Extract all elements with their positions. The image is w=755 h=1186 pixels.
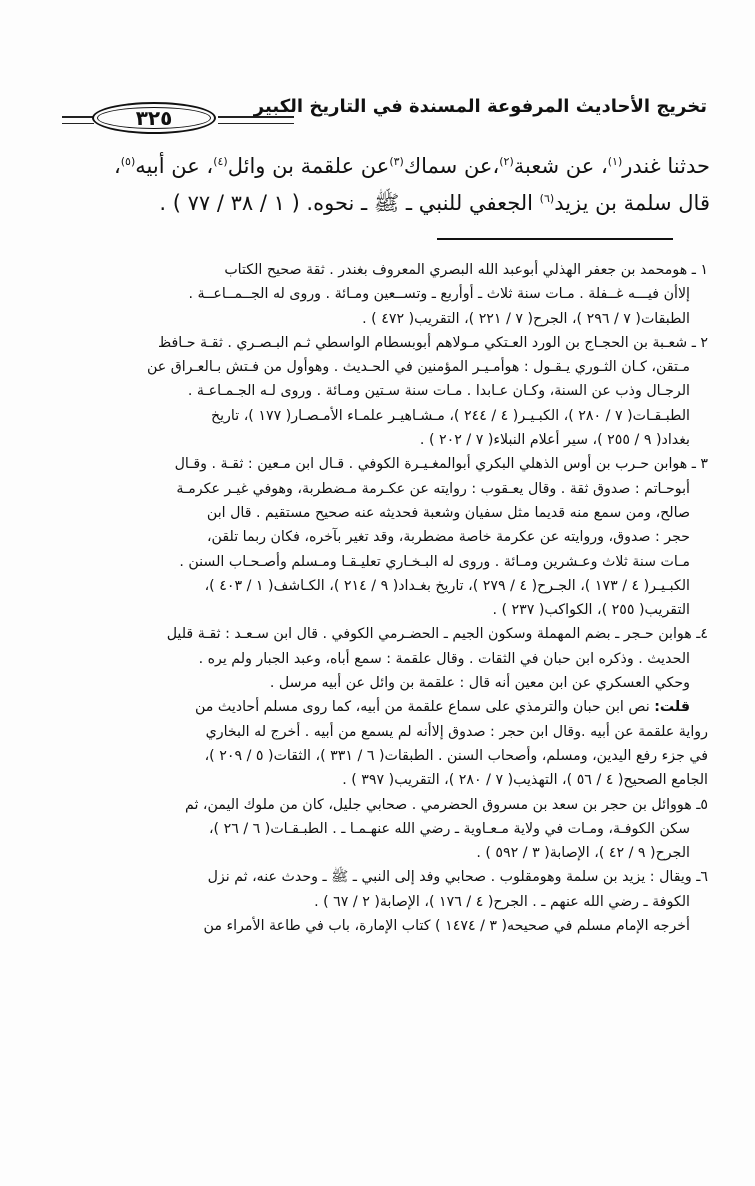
footnote-line: قلت: نص ابن حبان والترمذي على سماع علقمة من أبيه، كما روى مسلم أحاديث من [195,699,690,716]
hadith-text-segment: ، عن شعبة [513,154,608,178]
footnote-line: الكبـيـر( ٤ / ١٧٣ )، الجـرح( ٤ / ٢٧٩ )، تاريخ بغـداد( ٩ / ٢١٤ )، الكـاشف( ١ / ٤٠٣ )، [204,577,690,594]
footnote-line: مـات سنة ثلاث وعـشرين ومـائة . وروى له البـخـاري تعليـقـا ومـسلم وأصـحـاب السنن . [179,553,690,570]
footnote-takhrij [62,914,708,938]
footnote-ref[interactable]: (٥) [120,155,136,168]
footnote-line: إلاأن فيـــه غــفلة . مـات سنة ثلاث ـ أوأربع ـ وتســعين ومـائة . وروى له الجــمــاعــة . [188,286,690,303]
running-title: تخريج الأحاديث المرفوعة المسندة في التاريخ الكبير [253,96,707,117]
page-number: ٣٢٥ [135,106,173,130]
footnote-line: سكن الكوفـة، ومـات في ولاية مـعـاوية ـ رضي الله عنهـمـا ـ . الطبـقـات( ٦ / ٢٦ )، [208,820,690,837]
page-number-oval [92,102,216,134]
footnote-line: وحكي العسكري عن ابن معين أنه قال : علقمة بن وائل عن أبيه مرسل . [269,675,690,692]
footnotes [62,258,708,938]
footnote-line: الكوفة ـ رضي الله عنهم ـ . الجرح( ٤ / ١٧٦ )، الإصابة( ٢ / ٦٧ ) . [314,893,690,910]
header-rule-left [62,116,94,124]
hadith-line [110,185,710,222]
footnote-line: الجامع الصحيح( ٤ / ٥٦ )، التهذيب( ٧ / ٢٨٠ )، التقريب( ٣٩٧ ) . [342,772,708,789]
footnote-line: الرجـال وذب عن السنة، وكـان عـابدا . مـات سنة سـتين ومـائة . وروى لـه الجـمـاعـة . [187,383,690,400]
footnote-ref[interactable]: (٣) [389,155,404,168]
footnote-line: أبوحـاتم : صدوق ثقة . وقال يعـقوب : روايته عن عكـرمة مـضطربة، وهوفي غيـر عكرمـة [176,480,690,497]
footnote-٢ [62,331,708,452]
hadith-text-segment: حدثنا غندر [622,154,710,178]
footnote-line: التقريب( ٢٥٥ )، الكواكب( ٢٣٧ ) . [492,602,690,619]
footnote-line: أخرجه الإمام مسلم في صحيحه( ٣ / ١٤٧٤ ) كتاب الإمارة، باب في طاعة الأمراء من [203,918,690,935]
footnote-line: مـتقن، كـان الثـوري يـقـول : هوأمـيـر المؤمنين في الحـديث . وهوأول من فـتش بـالعـراق عن [146,359,690,376]
footnote-٥ [62,793,708,866]
footnote-line: رواية علقمة عن أبيه .وقال ابن حجر : صدوق إلاأنه لم يسمع من أبيه . أخرج له البخاري [205,723,708,740]
footnote-divider [437,238,673,240]
footnote-line: الطبقات( ٧ / ٢٩٦ )، الجرح( ٧ / ٢٢١ )، التقريب( ٤٧٢ ) . [362,310,690,327]
footnote-line: صالح، ومن سمع منه قديما مثل سفيان وشعبة فحديثه عنه صحيح مستقيم . قال ابن [206,504,690,521]
hadith-text-segment: ، عن أبيه [135,154,214,178]
hadith-text-segment: عن علقمة بن وائل [227,154,390,178]
footnote-line: الجرح( ٩ / ٤٢ )، الإصابة( ٣ / ٥٩٢ ) . [476,845,690,862]
footnote-line: الحديث . وذكره ابن حبان في الثقات . وقال علقمة : سمع أباه، وعبد الجبار ولم يره . [198,650,690,667]
note-label: قلت: [654,699,690,716]
footnote-ref[interactable]: (٤) [213,155,228,168]
page-header [62,92,707,132]
hadith-text-segment: الجعفي للنبي ـ ﷺ ـ نحوه. ( ١ / ٣٨ / ٧٧ ) . [159,191,540,215]
footnote-line: حجر : صدوق، وروايته عن عكرمة خاصة مضطربة، وقد تغير بآخره، فكان ربما تلقن، [206,529,690,546]
footnote-٤ [62,622,708,695]
hadith-text-segment: ،عن سماك [403,154,500,178]
hadith-text-segment: ، [113,154,121,178]
footnote-line: ٤ـ هوابن حـجر ـ بضم المهملة وسكون الجيم ـ الحضـرمي الكوفي . قال ابن سـعـد : ثقـة قليل [166,626,708,643]
footnote-line: الطبـقـات( ٧ / ٢٨٠ )، الكبـيـر( ٤ / ٢٤٤ )، مـشـاهيـر علمـاء الأمـصـار( ١٧٧ )، تاريخ [210,407,690,424]
footnote-line: ٥ـ هووائل بن حجر بن سعد بن مسروق الحضرمي . صحابي جليل، كان من ملوك اليمن، ثم [185,796,708,813]
hadith-text [110,148,710,222]
footnote-١ [62,258,708,331]
footnote-line: ٣ ـ هوابن حـرب بن أوس الذهلي البكري أبوالمغـيـرة الكوفي . قـال ابن مـعين : ثقـة . وقـال [174,456,708,473]
footnote-٦ [62,865,708,914]
hadith-line [110,148,710,185]
footnote-line: في جزء رفع اليدين، ومسلم، وأصحاب السنن . الطبقات( ٦ / ٣٣١ )، الثقات( ٥ / ٢٠٩ )، [204,747,708,764]
hadith-text-segment: قال سلمة بن يزيد [554,191,710,215]
footnote-line: ١ ـ هومحمد بن جعفر الهذلي أبوعبد الله البصري المعروف بغندر . ثقة صحيح الكتاب [224,262,708,278]
footnote-ref[interactable]: (٦) [539,192,555,205]
footnote-line: ٦ـ ويقال : يزيد بن سلمة وهومقلوب . صحابي وفد إلى النبي ـ ﷺ ـ وحدث عنه، ثم نزل [207,869,708,886]
footnote-٣ [62,452,708,622]
footnote-line: ٢ ـ شعـبة بن الحجـاج بن الورد العـتكي مـولاهم أبوبسطام الواسطي ثـم البـصـري . ثقـة حـافظ [158,334,708,351]
footnote-ref[interactable]: (٢) [499,155,514,168]
footnote-line: بغداد( ٩ / ٢٥٥ )، سير أعلام النبلاء( ٧ / ٢٠٢ ) . [419,432,690,449]
footnote-ref[interactable]: (١) [607,155,623,168]
header-rule-right [218,116,294,124]
footnote-qult [62,695,708,792]
